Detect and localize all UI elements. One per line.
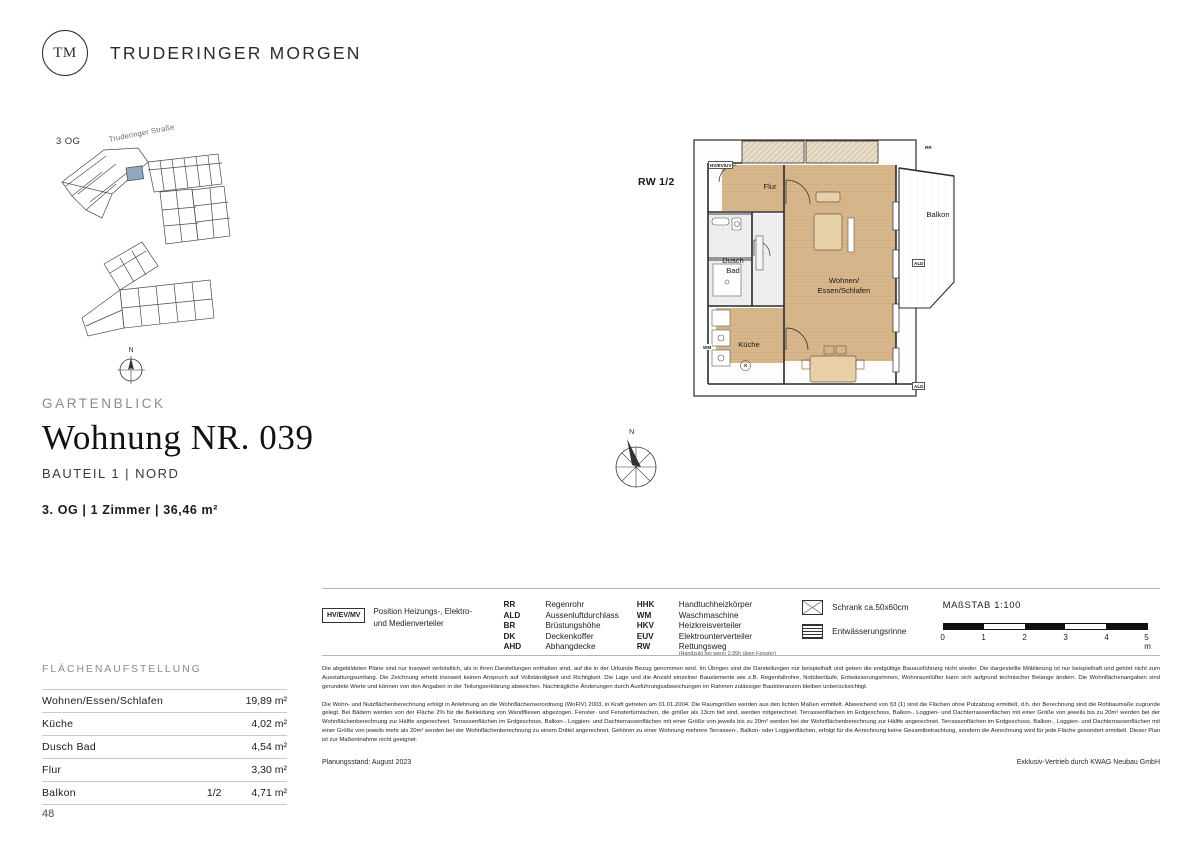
legend-row xyxy=(802,624,908,639)
page-title: Wohnung NR. 039 xyxy=(42,418,314,457)
cross-box-icon xyxy=(802,600,823,615)
scale-tick: 5 m xyxy=(1144,633,1151,651)
svg-text:N: N xyxy=(629,427,635,436)
scale-bar xyxy=(943,623,1148,630)
disclaimer-paragraph-2: Die Wohn- und Nutzflächenberechnung erfolgt in Anlehnung an die Wohnflächenverordnung (WoFIV) 2003, in Kraft getreten am 01.01.2004. Die Raumgrößen werden aus den lichten Maßen ermittelt. Abweichend von §3 (1) sind die Flächen ohne Putzabzug ermittelt, d.h. der Berechnung sind die Rohbaumaße zugrunde gelegt. Bei Bädern werden von der Fläche 2% für die Bekleidung von Wandfliesen abgezogen. Fenster- und Fenstertürnischen, die größer als 13cm tief sind, werden mitgerechnet. Terrassenflächen im Erdgeschoss, Balkon-, Loggien- und Dachterrassenflächen mit einer Größe von jeweils bis zu 20m² werden bei der Wohnflächenberechnung zur Hälfte angerechnet. Terrassenflächen im Erdgeschoss, Balkon-, Loggien- und Dachterrassenflächen mit einer Größe von jeweils bis zu 20m² werden bei der Wohnflächenberechnung zur Hälfte angerechnet. Terrassenflächen im Erdgeschoss, Balkon-, Loggien- und Dachterrassenflächen mit einer Größe von jeweils mehr als 20m² werden bei der Wohnflächenberechnung zu einem Drittel angerechnet. Gehören zu einer Wohnung mehrere Terrassen-, Balkon- oder Loggienflächen, erfolgt für die Anrechnung keine Gesamtbetrachtung, sondern die Anrechnung wird für jede Fläche gesondert ermittelt. Dieser Plan ist zur Maßentnahme nicht geeignet. xyxy=(322,701,1160,744)
abbr-key: EUV xyxy=(636,631,654,641)
legend-row xyxy=(503,621,618,632)
rescue-route-label: RW 1/2 xyxy=(638,176,675,188)
abbr-value: Abhangdecke xyxy=(545,642,596,651)
hv-ev-mv-icon: HV/EV/MV xyxy=(322,608,365,623)
area-schedule-title: FLÄCHENAUFSTELLUNG xyxy=(42,663,202,675)
room-label-bad-line1: Dusch xyxy=(722,256,744,265)
area-name: Wohnen/Essen/Schlafen xyxy=(42,695,164,707)
legend-row xyxy=(503,632,618,643)
legend-row xyxy=(637,600,776,611)
area-value: 3,30 m² xyxy=(251,764,287,776)
scale-tick: 4 xyxy=(1104,633,1109,642)
room-label-flur: Flur xyxy=(763,182,777,191)
key-plan-street-label: Truderinger Straße xyxy=(108,122,176,144)
legend-row xyxy=(637,621,776,632)
legend xyxy=(322,588,1160,659)
area-name: Balkon xyxy=(42,787,76,799)
key-plan-floor-label: 3 OG xyxy=(56,136,81,147)
scale-tick: 3 xyxy=(1063,633,1068,642)
abbr-value: Elektrounterverteiler xyxy=(678,631,752,641)
abbr-value: Aussenluftdurchlass xyxy=(545,610,619,620)
abbr-key: RR xyxy=(503,600,516,609)
abbr-note: (Handzukl bei wenn 2,95h üben Fenster) xyxy=(678,651,777,657)
abbr-value: Brüstungshöhe xyxy=(545,621,601,630)
abbr-key: BR xyxy=(503,621,516,630)
page-number: 48 xyxy=(42,808,55,820)
eyebrow-label: GARTENBLICK xyxy=(42,396,166,411)
scale-bar-block xyxy=(940,600,1151,659)
area-name: Flur xyxy=(42,764,62,776)
room-label-bad-line2: Bad xyxy=(726,266,740,275)
area-fraction xyxy=(193,690,235,713)
table-row xyxy=(42,736,287,759)
area-name: Dusch Bad xyxy=(42,741,97,753)
area-fraction: 1/2 xyxy=(206,787,222,799)
abbreviation-column-2 xyxy=(637,600,776,659)
compass-small-icon xyxy=(112,344,150,396)
abbr-value: Waschmaschine xyxy=(678,610,739,620)
symbol-label: Entwässerungsrinne xyxy=(832,627,907,636)
table-row xyxy=(42,713,287,736)
compass-large-icon xyxy=(608,425,664,497)
area-value: 4,71 m² xyxy=(251,787,287,799)
key-plan xyxy=(42,122,292,402)
legend-row xyxy=(503,600,618,611)
tag-ald-1: ALD xyxy=(914,260,924,266)
room-label-kueche: Küche xyxy=(738,340,760,349)
legend-row xyxy=(802,600,908,615)
abbr-value: Deckenkoffer xyxy=(545,631,594,641)
legend-row xyxy=(503,642,618,653)
abbr-value: Handtuchheizkörper xyxy=(678,600,753,609)
area-fraction xyxy=(193,713,235,736)
distributor-note: Exklusiv-Vertrieb durch KWAG Neubau GmbH xyxy=(1016,758,1160,766)
area-value: 19,89 m² xyxy=(245,695,287,707)
table-row xyxy=(42,782,287,805)
abbr-key: HKV xyxy=(636,621,655,630)
floor-plan xyxy=(638,132,968,407)
title-block xyxy=(42,396,462,517)
hatched-box-icon xyxy=(802,624,823,639)
table-row xyxy=(42,690,287,713)
tag-wm: WM xyxy=(703,344,712,350)
planning-status: Planungsstand: August 2023 xyxy=(322,758,412,766)
abbr-value: Regenrohr xyxy=(545,600,585,609)
highlighted-unit xyxy=(126,166,144,181)
scale-tick: 1 xyxy=(981,633,986,642)
abbr-key: HHK xyxy=(636,600,655,609)
area-value: 4,54 m² xyxy=(251,741,287,753)
scale-tick: 2 xyxy=(1022,633,1027,642)
legal-disclaimer xyxy=(322,655,1160,766)
abbr-value-text: Rettungsweg xyxy=(678,642,727,651)
table-row xyxy=(42,759,287,782)
area-value: 4,02 m² xyxy=(251,718,287,730)
legend-row xyxy=(637,611,776,622)
area-fraction xyxy=(193,759,235,782)
tag-rr: RR xyxy=(925,144,932,150)
abbreviation-column-1 xyxy=(503,600,618,659)
scale-tick: 0 xyxy=(940,633,945,642)
logo-monogram: TM xyxy=(42,30,88,76)
area-fraction xyxy=(193,736,235,759)
svg-text:N: N xyxy=(128,347,134,354)
hv-ev-mv-description: Position Heizungs-, Elektro- und Medienverteiler xyxy=(373,607,473,628)
brand-logo xyxy=(42,30,362,76)
symbol-label: Schrank ca.50x60cm xyxy=(832,603,909,612)
bauteil-label: BAUTEIL 1 | NORD xyxy=(42,465,180,481)
unit-summary: 3. OG | 1 Zimmer | 36,46 m² xyxy=(42,502,219,517)
abbr-key: ALD xyxy=(503,610,521,620)
disclaimer-paragraph-1: Die abgebildeten Pläne sind nur insoweit verbindlich, als in ihren Darstellungen enthalten sind, auf die in der Urkunde Bezug genommen wird. Im Übrigen sind die Darstellungen nur beispielhaft und geben die endgültige Bauausführung nicht wieder. Die dargestellte Möblierung ist nur beispielhaft und gehört nicht zum Ausstattungsumfang. Die Zeichnung erhebt insoweit keinen Anspruch auf Vollständigkeit und Richtigkeit. Die Lage und die Anzahl einzelner Bauelemente wie z.B. Regenfallrohre, Notüberläufe, Entwässerungsrinnen, Wohnraumlüfter kann sich aufgrund technischer Belange ändern. Die Wohnflächenangaben sind gerundete Werte und können von den Angaben in der Teilungserklärung abweichen. Nachträgliche Änderungen durch Ausführungsabweichungen im Rahmen zulässiger Bautoleranzen bleiben unberücksichtigt. xyxy=(322,666,1160,690)
abbr-key: WM xyxy=(636,610,652,620)
legend-row xyxy=(503,611,618,622)
room-label-wohnen-line1: Wohnen/ xyxy=(828,276,860,285)
room-label-wohnen-line2: Essen/Schlafen xyxy=(817,286,871,295)
tag-hvevuv: HV/EV/UV xyxy=(710,162,732,168)
area-name: Küche xyxy=(42,718,74,730)
area-table xyxy=(42,689,287,805)
abbr-key: DK xyxy=(503,631,516,641)
area-schedule xyxy=(42,663,287,805)
scale-title: MAßSTAB 1:100 xyxy=(942,600,1021,611)
room-label-balkon: Balkon xyxy=(926,210,950,219)
abbr-key: AHD xyxy=(503,642,522,651)
brand-name: TRUDERINGER MORGEN xyxy=(110,42,362,63)
key-plan-diagram xyxy=(42,132,292,342)
abbr-value: Heizkreisverteiler xyxy=(678,621,742,630)
tag-ald-2: ALD xyxy=(914,383,924,389)
legend-row xyxy=(637,632,776,643)
abbr-key: RW xyxy=(636,642,651,651)
symbol-legend xyxy=(802,600,908,659)
